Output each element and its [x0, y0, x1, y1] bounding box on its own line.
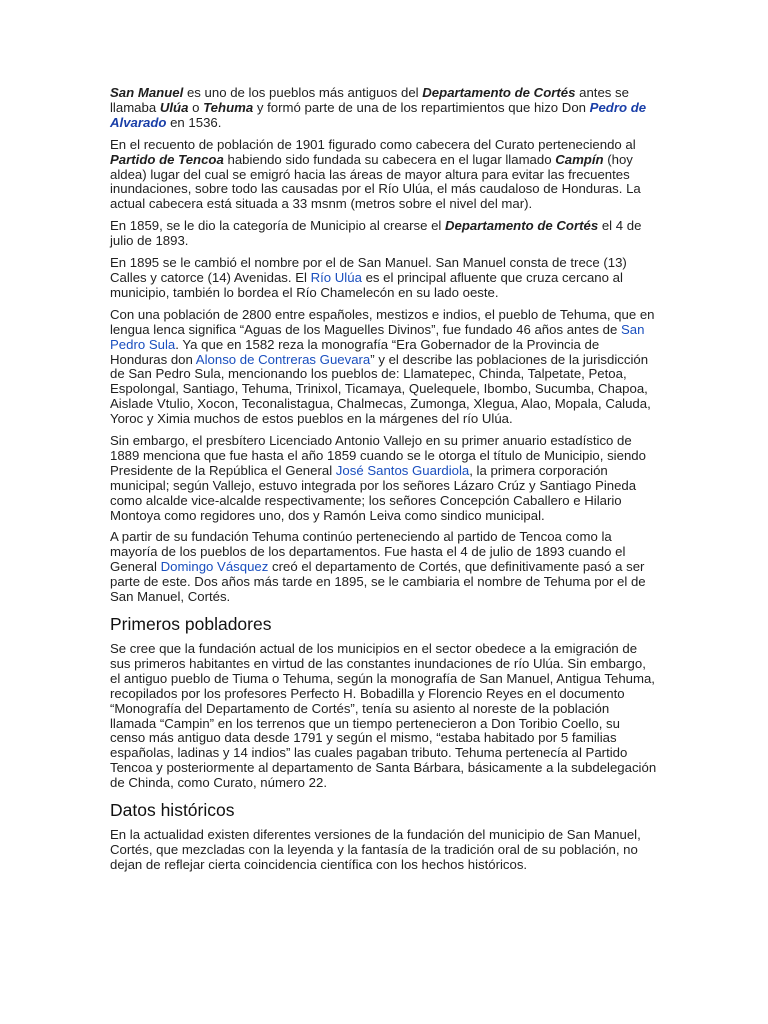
text-run: en 1536. — [166, 114, 222, 130]
text-run: (hoy aldea) lugar del cual se emigró hacia las áreas de mayor altura para evitar las frecuentes inundaciones, sobre todo las causadas por el Río Ulúa, el más caudaloso de Honduras. La actual cabecera está situada a 33 msnm (metros sobre el nivel del mar). — [110, 151, 641, 212]
paragraph-datos-historicos — [110, 828, 658, 873]
emphasized-term: Campín — [555, 151, 604, 167]
text-run: A partir de su fundación Tehuma continúo perteneciendo al partido de Tencoa como la mayoría de los pueblos de los departamentos. Fue hasta el 4 de julio de 1893 cuando el General — [110, 529, 626, 575]
inline-link[interactable]: José Santos Guardiola — [335, 462, 470, 478]
paragraph-intro — [110, 86, 658, 131]
text-run: es el principal afluente que cruza cercano al municipio, también lo bordea el Río Chamelecón en su lado oeste. — [110, 269, 623, 300]
inline-link[interactable]: Alonso de Contreras Guevara — [195, 351, 371, 367]
paragraph-name-change-1895 — [110, 256, 658, 301]
emphasized-term: Partido de Tencoa — [110, 151, 224, 167]
text-run: , la primera corporación municipal; según Vallejo, estuvo integrada por los señores Lázaro Crúz y Santiago Pineda como alcalde vice-alcalde respectivamente; los señores Concepción Caballero e Hilario Montoya como regidores uno, dos y Ramón Leiva como sindico municipal. — [110, 462, 637, 523]
text-run: habiendo sido fundada su cabecera en el lugar llamado — [223, 151, 556, 167]
emphasized-term: San Manuel — [110, 85, 184, 100]
text-run: . Ya que en 1582 reza la monografía “Era Gobernador de la Provincia de Honduras don — [110, 336, 600, 367]
text-run: ” y el describe las poblaciones de la jurisdicción de San Pedro Sula, mencionando los pueblos de: Llamatepec, Chinda, Talpetate, Petoa, Espolongal, Santiago, Tehuma, Trinixol, Ticamaya, Quelequele, Ibombo, Sucumba, Chapoa, Aislade Vtulio, Xocon, Teconalistagua, Chalmecas, Zumonga, Xlegua, Alao, Mopala, Caluda, Yoroc y Ximia muchos de estos pueblos en la márgenes del río Ulúa. — [110, 351, 651, 427]
emphasized-term: Ulúa — [159, 99, 189, 115]
inline-link[interactable]: Domingo Vásquez — [160, 559, 269, 575]
text-run: antes se llamaba — [110, 85, 629, 115]
emphasized-term: Departamento de Cortés — [445, 218, 599, 234]
text-run: Sin embargo, el presbítero Licenciado Antonio Vallejo en su primer anuario estadístico de 1889 menciona que fue hasta el año 1859 cuando se le otorga el título de Municipio, siendo Presidente de la República el General — [110, 433, 646, 478]
emphasized-term: Tehuma — [203, 99, 254, 115]
inline-link[interactable]: San Pedro Sula — [110, 321, 645, 352]
paragraph-vallejo-anuario — [110, 434, 658, 523]
paragraph-census-1901 — [110, 138, 658, 213]
text-run: creó el departamento de Cortés, que definitivamente pasó a ser parte de este. Dos años más tarde en 1895, se le cambiaria el nombre de Tehuma por el de San Manuel, Cortés. — [110, 559, 646, 605]
text-run: es uno de los pueblos más antiguos del — [183, 85, 423, 100]
inline-link[interactable]: Pedro de Alvarado — [110, 99, 647, 130]
text-run: En la actualidad existen diferentes versiones de la fundación del municipio de San Manuel, Cortés, que mezcladas con la leyenda y la fantasía de la tradición oral de su población, no dejan de reflejar cierta coincidencia científica con los hechos históricos. — [110, 827, 641, 872]
paragraph-primeros-pobladores — [110, 642, 658, 791]
emphasized-term: Departamento de Cortés — [422, 85, 576, 100]
document-page — [110, 86, 658, 880]
text-run: Con una población de 2800 entre españoles, mestizos e indios, el pueblo de Tehuma, que en lengua lenca significa “Aguas de los Maguelles Divinos”, fue fundado 46 años antes de — [110, 306, 655, 337]
text-run: En 1895 se le cambió el nombre por el de San Manuel. San Manuel consta de trece (13) Calles y catorce (14) Avenidas. El — [110, 255, 627, 285]
paragraph-fundacion-tencoa — [110, 530, 658, 605]
text-run: o — [188, 99, 204, 115]
paragraph-population-tehuma — [110, 308, 658, 427]
text-run: En el recuento de población de 1901 figurado como cabecera del Curato perteneciendo al — [110, 136, 636, 152]
heading-datos-historicos: Datos históricos — [110, 800, 235, 821]
text-run: En 1859, se le dio la categoría de Municipio al crearse el — [110, 218, 446, 234]
heading-primeros-pobladores: Primeros pobladores — [110, 614, 272, 634]
text-run: Se cree que la fundación actual de los municipios en el sector obedece a la emigración de sus primeros habitantes en virtud de las constantes inundaciones de río Ulúa. Sin embargo, el antiguo pueblo de Tiuma o Tehuma, según la monografía de San Manuel, Antigua Tehuma, recopilados por los profesores Perfecto H. Bobadilla y Florencio Reyes en el documento “Monografía del Departamento de Cortés”, tenía su asiento al noreste de la población llamada “Campin” en los terrenos que un tiempo pertenecieron a Don Toribio Coello, su censo más antiguo data desde 1791 y según el mismo, “estaba habitado por 5 familias españolas, ladinas y 14 indios” las cuales pagaban tributo. Tehuma pertenecía al Partido Tencoa y posteriormente al departamento de Santa Bárbara, básicamente a la subdelegación de Chinda, como Curato, número 22. — [110, 641, 657, 791]
text-run: y formó parte de una de los repartimientos que hizo Don — [253, 99, 590, 115]
text-run: el 4 de julio de 1893. — [110, 218, 642, 249]
paragraph-municipio-1859 — [110, 219, 658, 249]
inline-link[interactable]: Río Ulúa — [310, 269, 362, 285]
